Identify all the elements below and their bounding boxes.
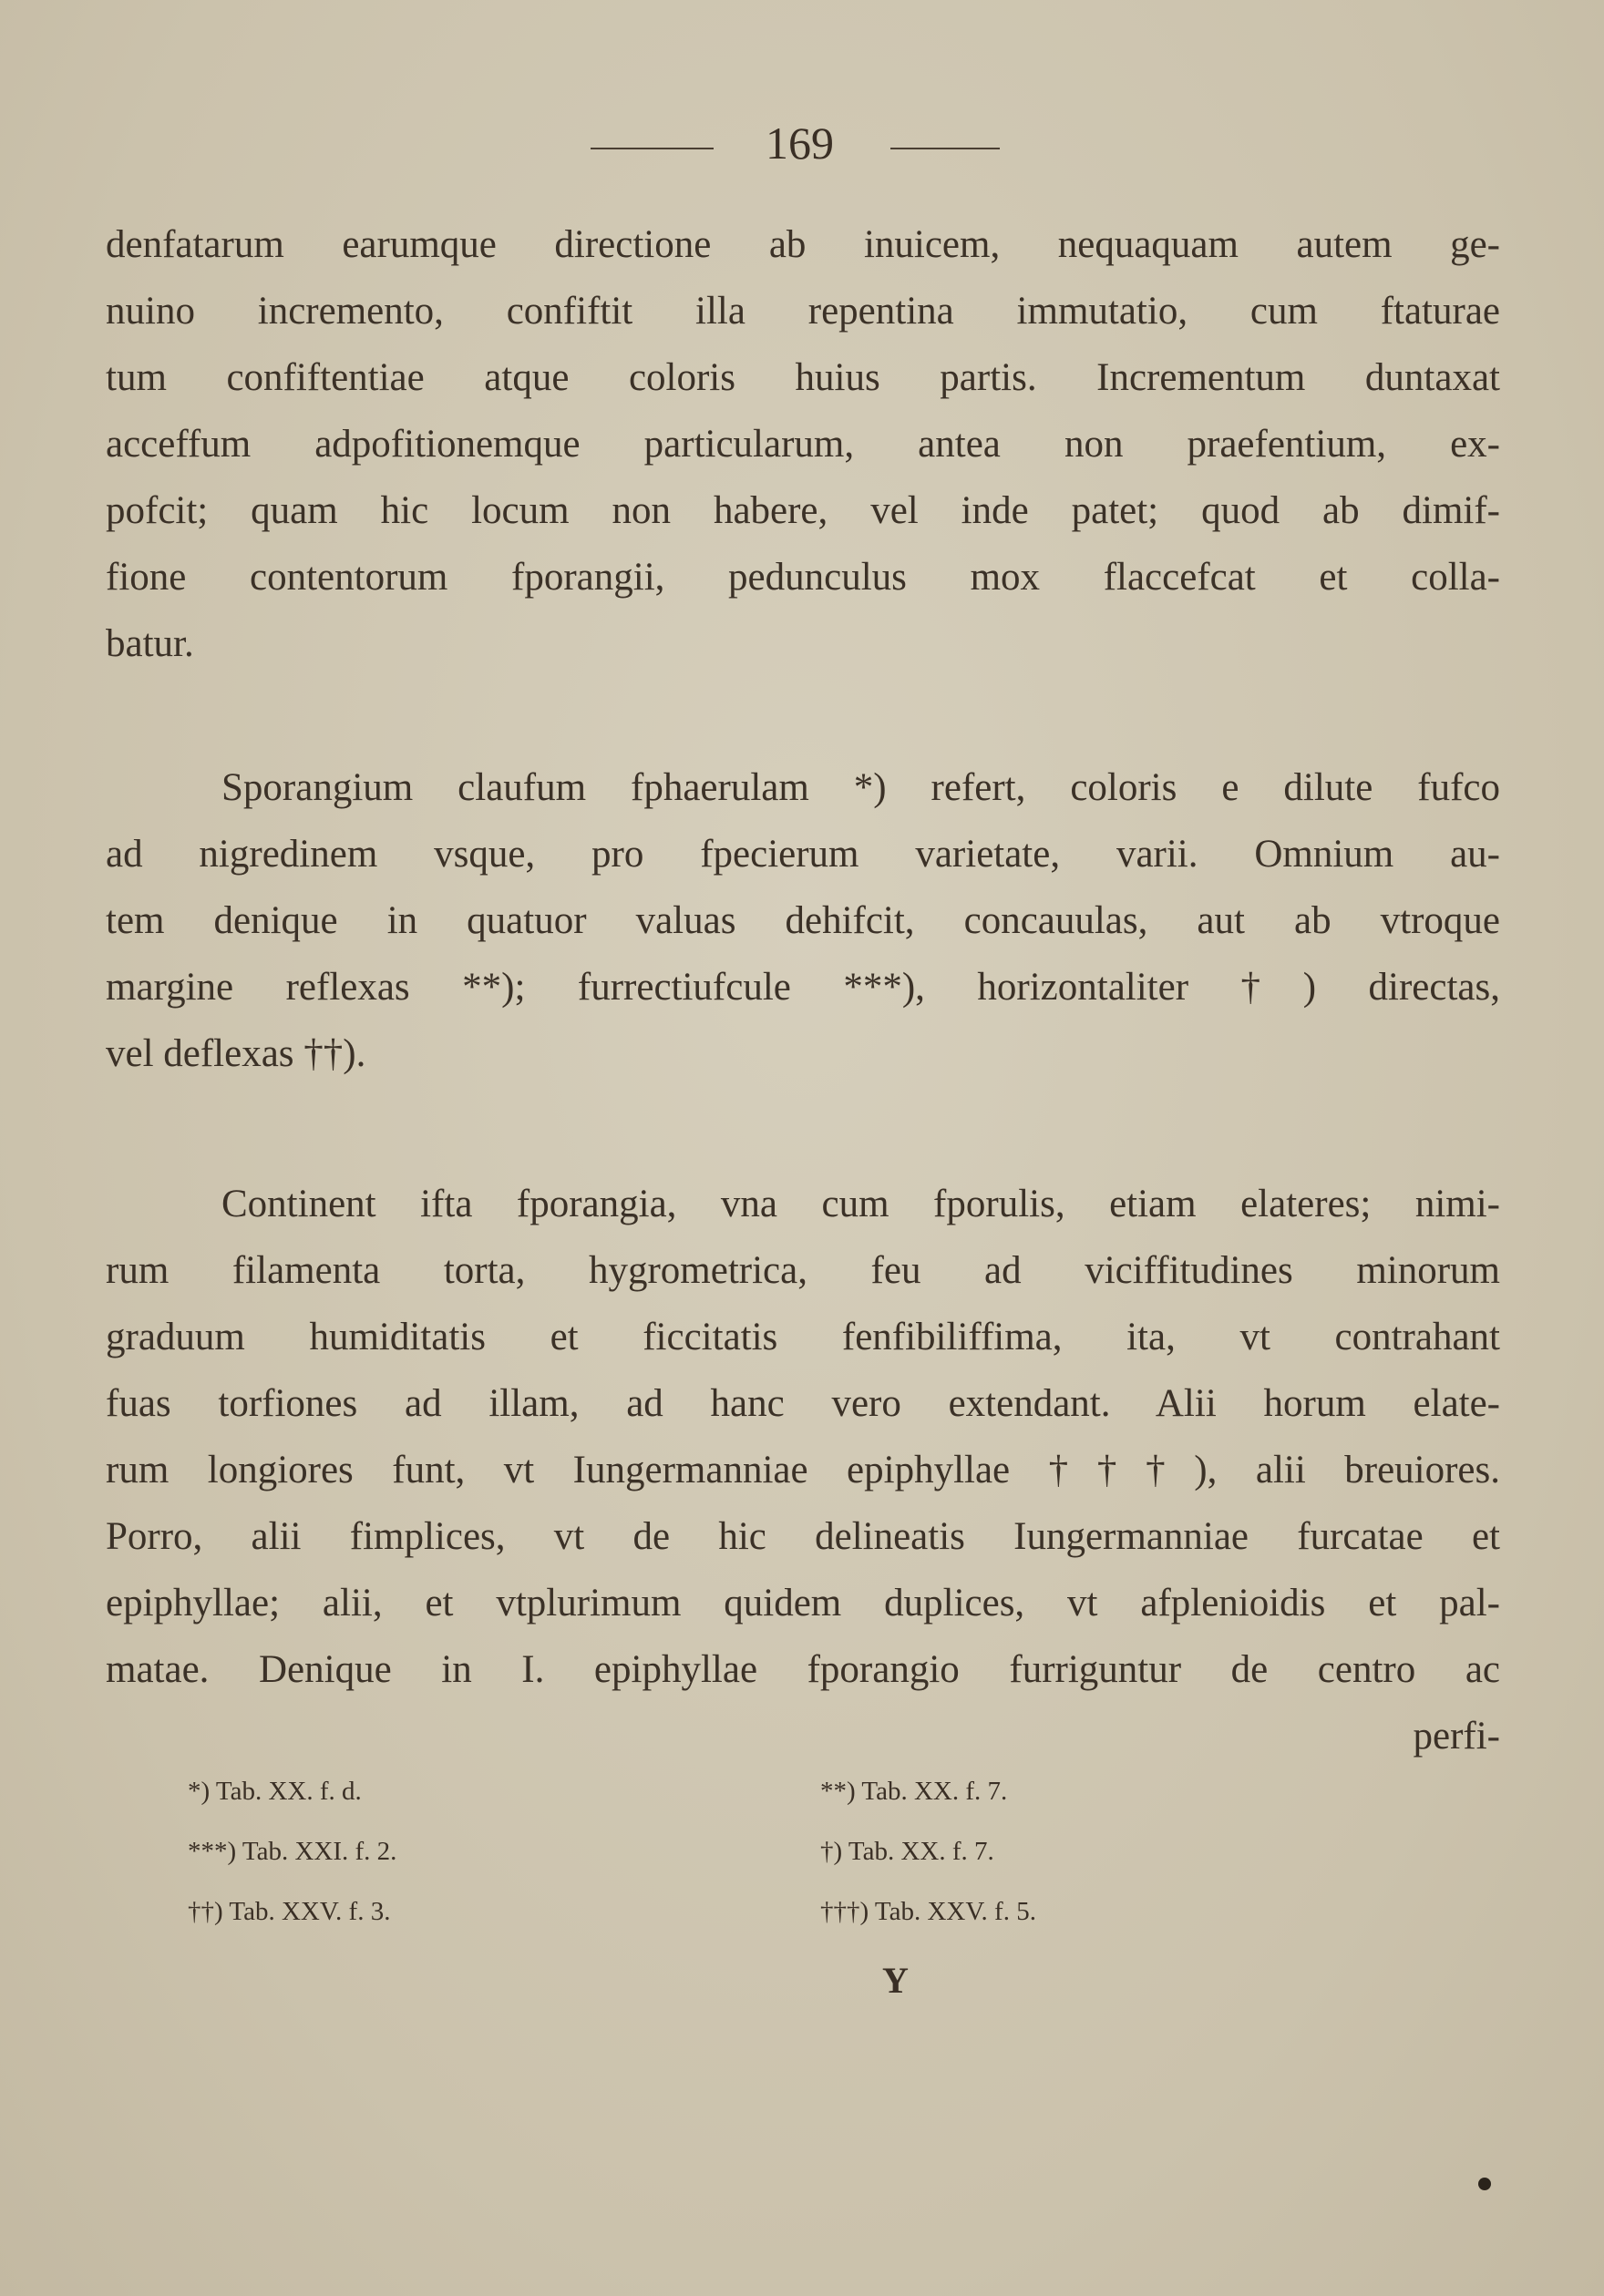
text-line: Continent ifta fporangia, vna cum fporulis, etiam elateres; nimi- xyxy=(221,1183,1500,1225)
header-rule-right xyxy=(890,148,1000,149)
text-line: denfatarum earumque directione ab inuicem, nequaquam autem ge- xyxy=(106,223,1500,266)
text-line: matae. Denique in I. epiphyllae fporangio furriguntur de centro ac xyxy=(106,1648,1500,1691)
text-line: vel deflexas ††). xyxy=(106,1032,366,1075)
footnote: ***) Tab. XXI. f. 2. xyxy=(188,1837,397,1866)
footnote: †) Tab. XX. f. 7. xyxy=(820,1837,994,1866)
footnote: **) Tab. XX. f. 7. xyxy=(820,1777,1008,1806)
footnote: ††) Tab. XXV. f. 3. xyxy=(188,1897,391,1926)
text-line: rum filamenta torta, hygrometrica, feu ad viciffitudines minorum xyxy=(106,1249,1500,1292)
text-line: tem denique in quatuor valuas dehifcit, concauulas, aut ab vtroque xyxy=(106,899,1500,942)
footnote: †††) Tab. XXV. f. 5. xyxy=(820,1897,1036,1926)
body-text xyxy=(106,211,1500,1769)
text-line: acceffum adpofitionemque particularum, antea non praefentium, ex- xyxy=(106,423,1500,466)
header-rule-left xyxy=(591,148,714,149)
text-line: epiphyllae; alii, et vtplurimum quidem duplices, vt afplenioidis et pal- xyxy=(106,1582,1500,1625)
ink-speck xyxy=(1478,2178,1491,2190)
text-line: nuino incremento, confiftit illa repentina immutatio, cum ftaturae xyxy=(106,290,1500,333)
signature-mark: Y xyxy=(882,1960,909,2001)
paragraph-gap xyxy=(106,677,1500,754)
page-number: 169 xyxy=(766,118,834,169)
footnote: *) Tab. XX. f. d. xyxy=(188,1777,362,1806)
paragraph-gap xyxy=(106,1087,1500,1171)
catchword: perfi- xyxy=(1413,1715,1500,1758)
text-line: fione contentorum fporangii, pedunculus mox flaccefcat et colla- xyxy=(106,556,1500,599)
text-line: fuas torfiones ad illam, ad hanc vero extendant. Alii horum elate- xyxy=(106,1382,1500,1425)
text-line: ad nigredinem vsque, pro fpecierum varietate, varii. Omnium au- xyxy=(106,833,1500,876)
page-header xyxy=(0,117,1604,180)
text-line: tum confiftentiae atque coloris huius partis. Incrementum duntaxat xyxy=(106,356,1500,399)
text-line: Porro, alii fimplices, vt de hic delineatis Iungermanniae furcatae et xyxy=(106,1515,1500,1558)
text-line: batur. xyxy=(106,622,194,665)
text-line: pofcit; quam hic locum non habere, vel inde patet; quod ab dimif- xyxy=(106,489,1500,532)
text-line: Sporangium claufum fphaerulam *) refert, coloris e dilute fufco xyxy=(221,766,1500,809)
text-line: graduum humiditatis et ficcitatis fenfibiliffima, ita, vt contrahant xyxy=(106,1316,1500,1358)
text-line: margine reflexas **); furrectiufcule ***), horizontaliter †) directas, xyxy=(106,966,1500,1009)
text-line: rum longiores funt, vt Iungermanniae epiphyllae †††), alii breuiores. xyxy=(106,1449,1500,1491)
